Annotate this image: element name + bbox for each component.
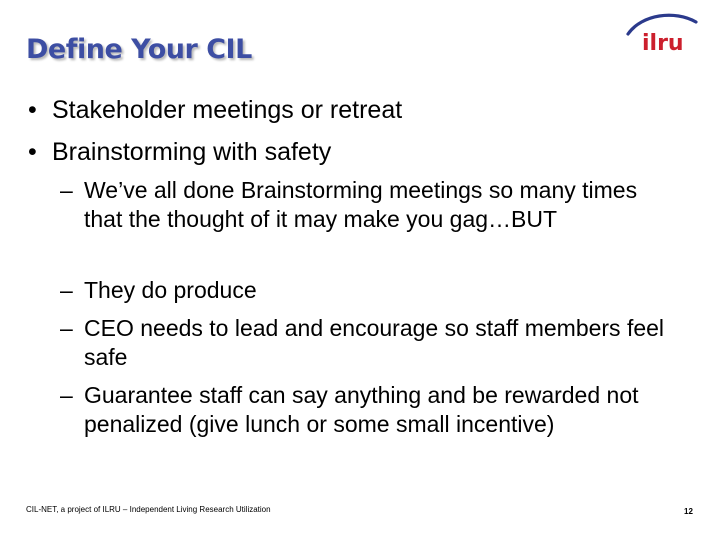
bullet-marker: • — [28, 138, 37, 166]
sub-bullet-item — [60, 176, 660, 234]
sub-bullet-marker: – — [60, 177, 73, 203]
sub-bullet-text: We’ve all done Brainstorming meetings so many times that the thought of it may make you gag…BUT — [84, 177, 638, 232]
bullet-text: Brainstorming with safety — [52, 138, 332, 166]
sub-bullet-item — [60, 381, 700, 439]
page-number: 12 — [684, 507, 693, 516]
sub-bullet-marker: – — [60, 315, 73, 341]
sub-bullet-marker: – — [60, 382, 73, 408]
slide-title: Define Your CIL — [26, 34, 252, 65]
sub-bullet-item — [60, 314, 700, 372]
sub-bullet-item — [60, 276, 700, 305]
ilru-logo — [620, 8, 700, 54]
bullet-marker: • — [28, 96, 37, 124]
bullet-text: Stakeholder meetings or retreat — [52, 96, 403, 124]
sub-bullet-text: They do produce — [84, 277, 257, 303]
sub-bullet-text: CEO needs to lead and encourage so staff members feel safe — [84, 315, 665, 370]
logo-text: ilru — [642, 31, 684, 54]
footer-text: CIL-NET, a project of ILRU – Independent Living Research Utilization — [26, 505, 271, 514]
sub-bullet-text: Guarantee staff can say anything and be rewarded not penalized (give lunch or some small incentive) — [84, 382, 639, 437]
sub-bullet-marker: – — [60, 277, 73, 303]
